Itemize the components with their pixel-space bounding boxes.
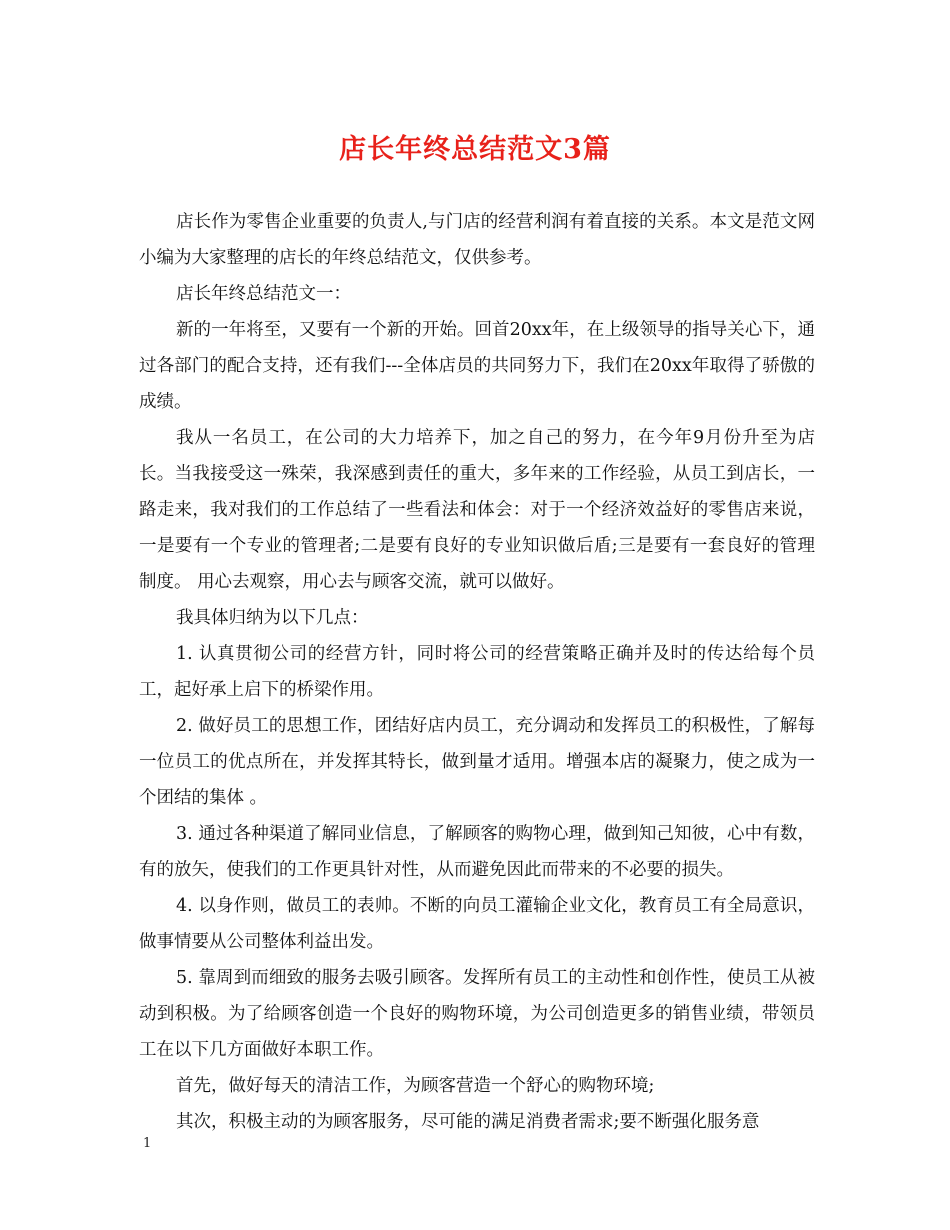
page-number: 1 bbox=[143, 1136, 152, 1151]
list-item-point-5: 5. 靠周到而细致的服务去吸引顾客。发挥所有员工的主动性和创作性，使员工从被动到积极。为了给顾客创造一个良好的购物环境，为公司创造更多的销售业绩，带领员工在以下几方面做好本职工作。 bbox=[139, 968, 815, 1060]
paragraph-summary-points: 我具体归纳为以下几点： bbox=[176, 608, 369, 628]
paragraph-first-step: 首先，做好每天的清洁工作，为顾客营造一个舒心的购物环境; bbox=[176, 1076, 655, 1096]
list-item-point-4: 4. 以身作则，做员工的表帅。不断的向员工灌输企业文化，教育员工有全局意识，做事情要从公司整体利益出发。 bbox=[139, 896, 815, 952]
list-item-point-1: 1. 认真贯彻公司的经营方针，同时将公司的经营策略正确并及时的传达给每个员工，起好承上启下的桥梁作用。 bbox=[139, 644, 815, 700]
paragraph-promotion: 我从一名员工，在公司的大力培养下，加之自己的努力，在今年9月份升至为店长。当我接受这一殊荣，我深感到责任的重大，多年来的工作经验，从员工到店长，一路走来，我对我们的工作总结了一些看法和体会：对于一个经济效益好的零售店来说，一是要有一个专业的管理者;二是要有良好的专业知识做后盾;三是要有一套良好的管理制度。 用心去观察，用心去与顾客交流，就可以做好。 bbox=[139, 428, 815, 592]
document-title: 店长年终总结范文3篇 bbox=[339, 134, 611, 165]
document-body bbox=[139, 204, 815, 1140]
paragraph-intro: 店长作为零售企业重要的负责人,与门店的经营利润有着直接的关系。本文是范文网小编为大家整理的店长的年终总结范文，仅供参考。 bbox=[139, 212, 815, 268]
paragraph-new-year: 新的一年将至，又要有一个新的开始。回首20xx年，在上级领导的指导关心下，通过各部门的配合支持，还有我们---全体店员的共同努力下，我们在20xx年取得了骄傲的成绩。 bbox=[139, 320, 815, 412]
paragraph-heading-sample-one: 店长年终总结范文一： bbox=[176, 284, 351, 304]
list-item-point-3: 3. 通过各种渠道了解同业信息，了解顾客的购物心理，做到知己知彼，心中有数，有的放矢，使我们的工作更具针对性，从而避免因此而带来的不必要的损失。 bbox=[139, 824, 815, 880]
paragraph-second-step: 其次，积极主动的为顾客服务，尽可能的满足消费者需求;要不断强化服务意 bbox=[176, 1112, 760, 1132]
list-item-point-2: 2. 做好员工的思想工作，团结好店内员工，充分调动和发挥员工的积极性，了解每一位员工的优点所在，并发挥其特长，做到量才适用。增强本店的凝聚力，使之成为一个团结的集体 。 bbox=[139, 716, 815, 808]
